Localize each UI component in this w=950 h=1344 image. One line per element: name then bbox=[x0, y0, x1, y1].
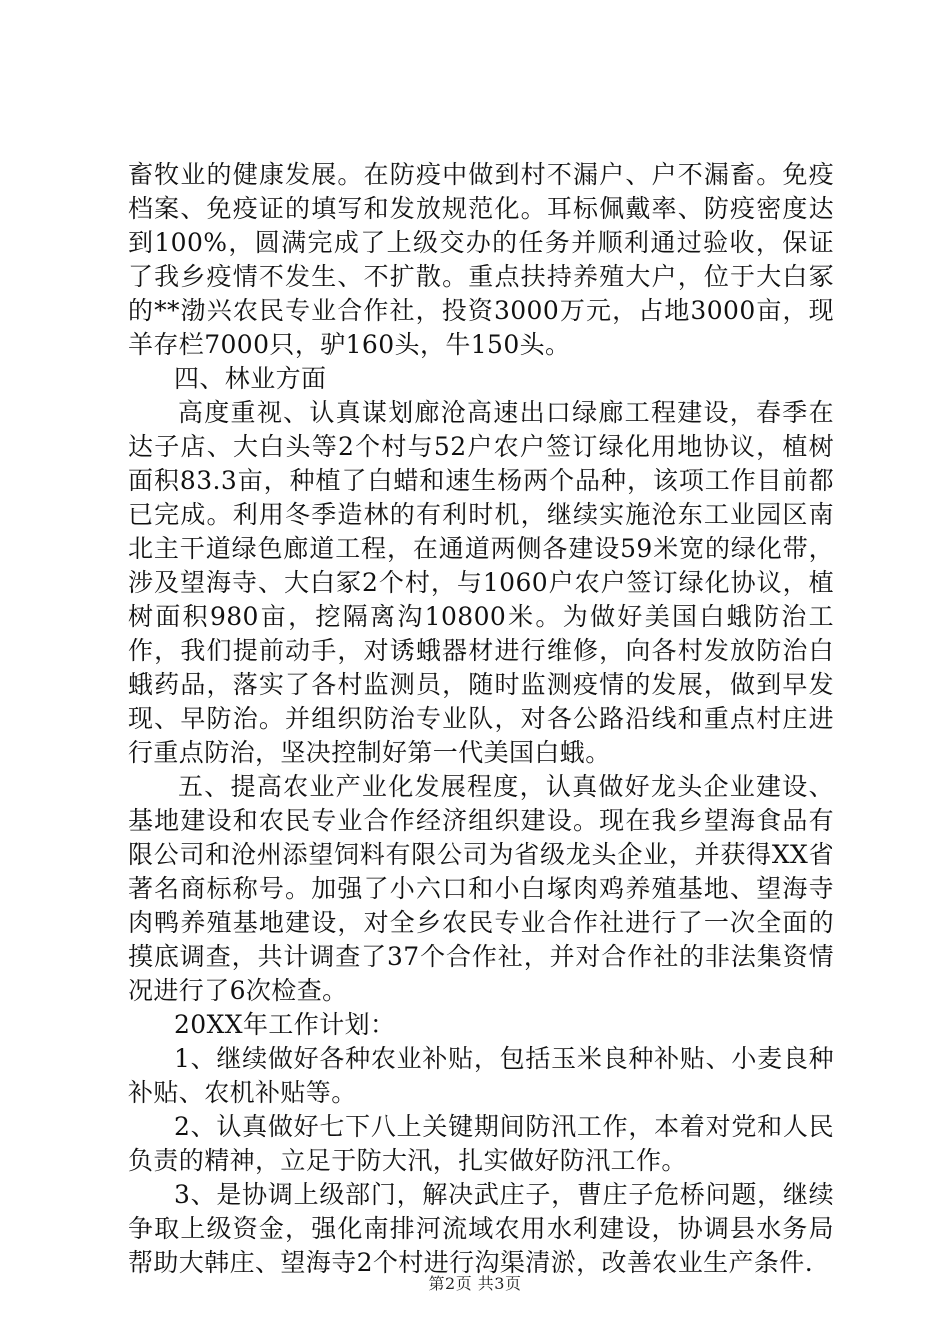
paragraph-livestock-continued: 畜牧业的健康发展。在防疫中做到村不漏户、户不漏畜。免疫档案、免疫证的填写和发放规范化。耳标佩戴率、防疫密度达到100%，圆满完成了上级交办的任务并顺利通过验收，保证了我乡疫情不发生、不扩散。重点扶持养殖大户，位于大白冢的**渤兴农民专业合作社，投资3000万元，占地3000亩，现羊存栏7000只，驴160头，牛150头。 bbox=[128, 160, 834, 359]
section-heading-forestry: 四、林业方面 bbox=[174, 364, 327, 393]
plan-item-2: 2、认真做好七下八上关键期间防汛工作，本着对党和人民负责的精神，立足于防大汛，扎实做好防汛工作。 bbox=[128, 1112, 834, 1175]
section-heading-work-plan: 20XX年工作计划： bbox=[174, 1010, 396, 1039]
page-number-footer: 第2页 共3页 bbox=[428, 1274, 522, 1293]
plan-item-1: 1、继续做好各种农业补贴，包括玉米良种补贴、小麦良种补贴、农机补贴等。 bbox=[128, 1044, 834, 1107]
paragraph-forestry: 高度重视、认真谋划廊沧高速出口绿廊工程建设，春季在达子店、大白头等2个村与52户农户签订绿化用地协议，植树面积83.3亩，种植了白蜡和速生杨两个品种，该项工作目前都已完成。利用冬季造林的有利时机，继续实施沧东工业园区南北主干道绿色廊道工程，在通道两侧各建设59米宽的绿化带，涉及望海寺、大白冢2个村，与1060户农户签订绿化协议，植树面积980亩，挖隔离沟10800米。为做好美国白蛾防治工作，我们提前动手，对诱蛾器材进行维修，向各村发放防治白蛾药品，落实了各村监测员，随时监测疫情的发展，做到早发现、早防治。并组织防治专业队，对各公路沿线和重点村庄进行重点防治，坚决控制好第一代美国白蛾。 bbox=[128, 398, 834, 767]
document-body bbox=[128, 158, 834, 1280]
paragraph-industrialization: 五、提高农业产业化发展程度，认真做好龙头企业建设、基地建设和农民专业合作经济组织建设。现在我乡望海食品有限公司和沧州添望饲料有限公司为省级龙头企业，并获得XX省著名商标称号。加强了小六口和小白塚肉鸡养殖基地、望海寺肉鸭养殖基地建设，对全乡农民专业合作社进行了一次全面的摸底调查，共计调查了37个合作社，并对合作社的非法集资情况进行了6次检查。 bbox=[128, 772, 834, 1005]
plan-item-3: 3、是协调上级部门，解决武庄子，曹庄子危桥问题，继续争取上级资金，强化南排河流域农用水利建设，协调县水务局帮助大韩庄、望海寺2个村进行沟渠清淤，改善农业生产条件. bbox=[128, 1180, 834, 1277]
